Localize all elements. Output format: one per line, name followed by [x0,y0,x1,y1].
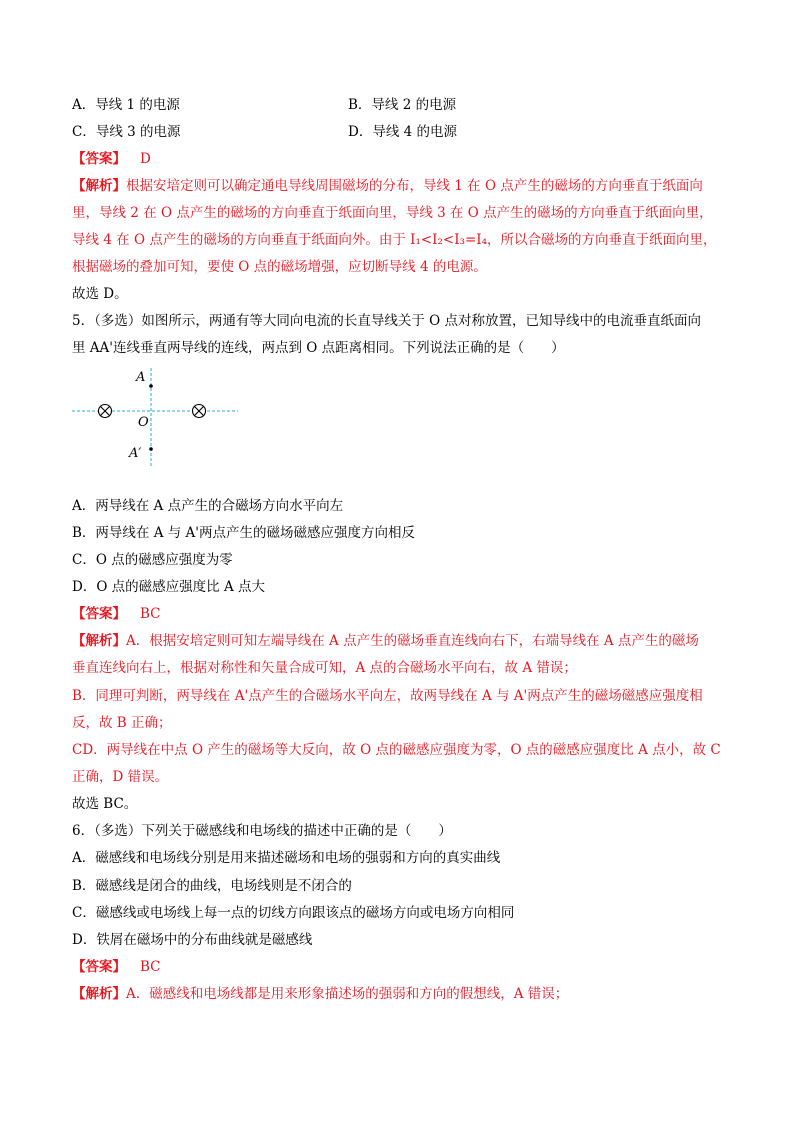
q5-figure [72,368,242,468]
q6-option-d: D．铁屑在磁场中的分布曲线就是磁感线 [72,932,313,948]
q6-stem: 6．（多选）下列关于磁感线和电场线的描述中正确的是（ ） [72,823,452,839]
q6-explanation-line [72,984,568,1004]
q6-option-a: A．磁感线和电场线分别是用来描述磁场和电场的强弱和方向的真实曲线 [72,850,501,866]
q4-explanation-line [72,176,703,196]
q5-answer [72,604,161,624]
label-a-prime: A′ [129,446,142,461]
q4-option-c: C．导线 3 的电源 [72,124,181,140]
answer-value: BC [140,959,161,975]
q5-conclusion: 故选 BC。 [72,796,138,812]
q5-expl-text-5: CD．两导线在中点 O 产生的磁场等大反向，故 O 点的磁感应强度为零，O 点的磁感应强度比 A 点小，故 C [72,742,721,758]
q5-expl-text-2: 垂直连线向右上，根据对称性和矢量合成可知，A 点的合磁场水平向右，故 A 错误； [72,660,577,676]
q6-answer [72,957,161,977]
left-wire-icon [99,405,112,418]
q6-option-c: C．磁感线或电场线上每一点的切线方向跟该点的磁场方向或电场方向相同 [72,905,515,921]
q4-options-row-2 [72,122,457,142]
q4-expl-text-2: 里，导线 2 在 O 点产生的磁场的方向垂直于纸面向里，导线 3 在 O 点产生的磁场的方向垂直于纸面向里， [72,205,713,221]
q4-expl-text-4: 根据磁场的叠加可知，要使 O 点的磁场增强，应切断导线 4 的电源。 [72,259,487,275]
answer-value: D [140,151,151,167]
q4-expl-text-3: 导线 4 在 O 点产生的磁场的方向垂直于纸面向外。由于 I₁<I₂<I₃=I₄，所以合磁场的方向垂直于纸面向里， [72,232,717,248]
label-a: A [136,370,146,385]
q5-expl-text-6: 正确，D 错误。 [72,769,169,785]
point-a [149,384,153,388]
answer-tag: 【答案】 [72,151,126,167]
q6-option-b: B．磁感线是闭合的曲线，电场线则是不闭合的 [72,878,352,894]
explanation-tag: 【解析】 [72,633,126,649]
q5-option-d: D．O 点的磁感应强度比 A 点大 [72,579,266,595]
q4-option-a: A．导线 1 的电源 [72,97,180,113]
q4-options-row-1 [72,95,457,115]
q5-option-c: C．O 点的磁感应强度为零 [72,552,233,568]
answer-tag: 【答案】 [72,606,126,622]
answer-value: BC [140,606,161,622]
explanation-tag: 【解析】 [72,178,126,194]
q5-expl-text-1: A．根据安培定则可知左端导线在 A 点产生的磁场垂直连线向右下，右端导线在 A 点产生的磁场 [126,633,699,649]
point-a-prime [149,447,153,451]
q4-option-b: B．导线 2 的电源 [348,97,457,113]
explanation-tag: 【解析】 [72,986,126,1002]
q4-conclusion: 故选 D。 [72,286,128,302]
q5-expl-text-4: 反，故 B 正确； [72,715,172,731]
q5-option-b: B．两导线在 A 与 A'两点产生的磁场磁感应强度方向相反 [72,525,416,541]
q5-expl-text-3: B．同理可判断，两导线在 A'点产生的合磁场水平向左，故两导线在 A 与 A'两点产生的磁场磁感应强度相 [72,688,703,704]
label-o: O [138,415,149,430]
q5-explanation-line [72,631,699,651]
q4-answer [72,149,151,169]
q5-stem-2: 里 AA'连线垂直两导线的连线，两点到 O 点距离相同。下列说法正确的是（ ） [72,340,565,356]
answer-tag: 【答案】 [72,959,126,975]
q6-expl-text-1: A．磁感线和电场线都是用来形象描述场的强弱和方向的假想线，A 错误； [126,986,569,1002]
q5-option-a: A．两导线在 A 点产生的合磁场方向水平向左 [72,498,344,514]
q5-stem-1: 5．（多选）如图所示，两通有等大同向电流的长直导线关于 O 点对称放置，已知导线中的电流垂直纸面向 [72,313,701,329]
q4-expl-text-1: 根据安培定则可以确定通电导线周围磁场的分布，导线 1 在 O 点产生的磁场的方向垂直于纸面向 [126,178,703,194]
q4-option-d: D．导线 4 的电源 [348,124,457,140]
right-wire-icon [193,405,206,418]
